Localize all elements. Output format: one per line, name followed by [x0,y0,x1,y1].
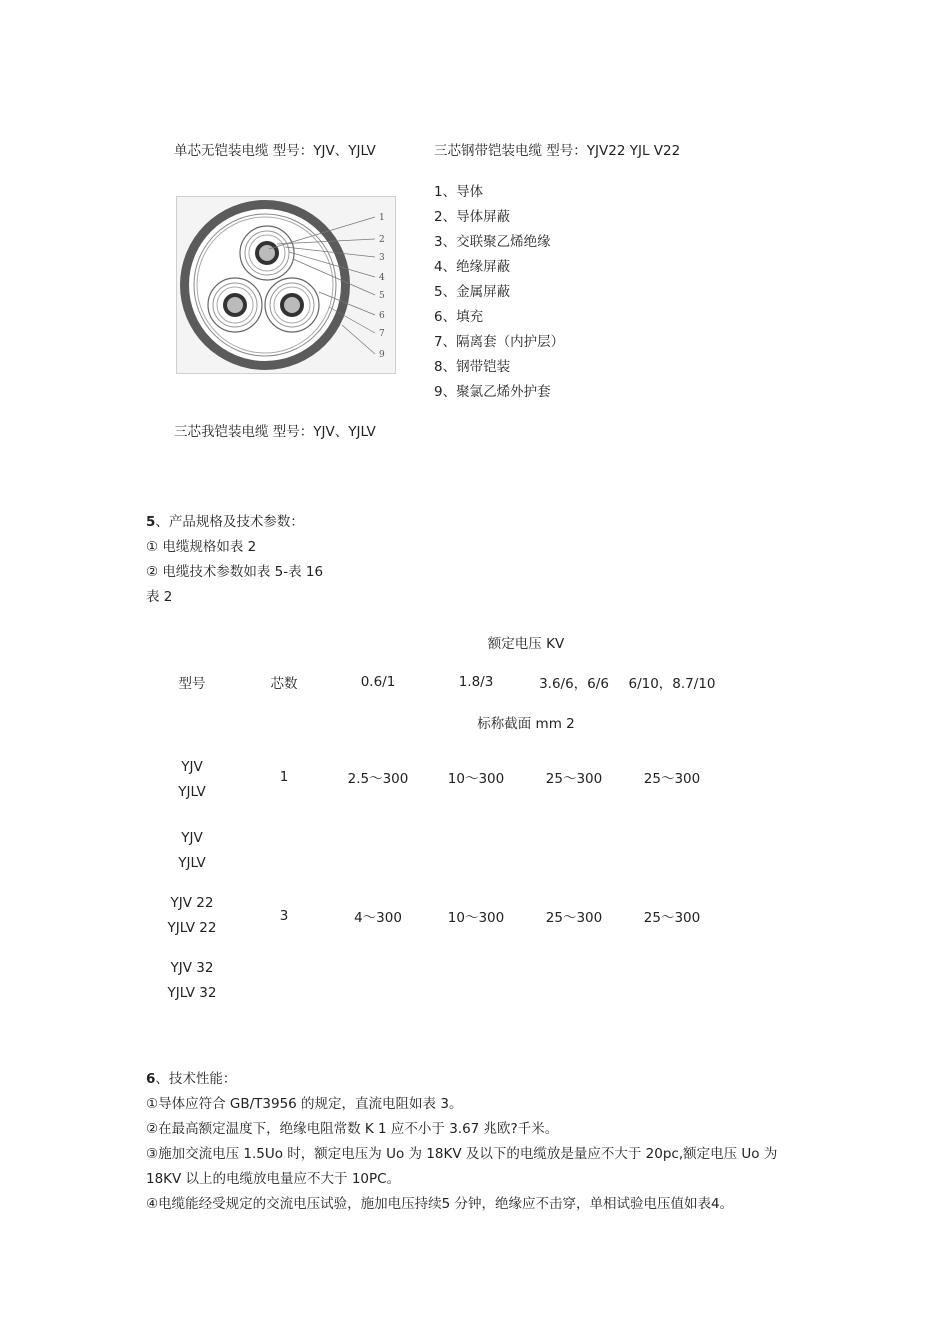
legend-item: 2、导体屏蔽 [434,209,511,225]
range-cell: 25～300 [643,910,701,926]
range-cell: 25～300 [545,771,603,787]
range-cell: 4～300 [354,910,402,926]
range-cell: 10～300 [447,910,505,926]
callout-3: 3 [379,253,385,263]
cores-cell: 3 [279,908,289,924]
callout-2: 2 [379,235,385,245]
range-cell: 10～300 [447,771,505,787]
range-cell: 2.5～300 [347,771,409,787]
range-cell: 25～300 [545,910,603,926]
model-cell: YJV YJLV [178,759,206,800]
three-core-steel-caption: 三芯钢带铠装电缆 型号：YJV22 YJL V22 [434,143,681,159]
callout-5: 5 [379,291,385,301]
legend-item: 9、聚氯乙烯外护套 [434,384,551,400]
table-2 [146,628,722,1014]
cable-cross-section-drawing [177,197,395,373]
legend-item: 1、导体 [434,184,484,200]
core-bottom-right [265,278,319,332]
cable-cross-section-figure [176,196,396,374]
legend-item: 8、钢带铠装 [434,359,511,375]
legend-item: 5、金属屏蔽 [434,284,511,300]
range-cell: 25～300 [643,771,701,787]
section-6-number: 6 [146,1071,156,1087]
model-cell: YJV YJLV YJV 22 YJLV 22 YJV 32 YJLV 32 [167,830,217,1001]
section-6-line: ③施加交流电压 1.5Uo 时，额定电压为 Uo 为 18KV 及以下的电缆放是量应不大于 20pc,额定电压 Uo 为 [146,1146,778,1162]
section-6-heading [146,1067,236,1087]
section-5-item-2: ② 电缆技术参数如表 5-表 16 [146,564,324,580]
three-core-unarmored-caption: 三芯我铠装电缆 型号：YJV、YJLV [174,424,376,440]
table-2-label: 表 2 [146,589,173,605]
col-header-voltage: 6/10，8.7/10 [628,676,716,692]
col-header-voltage: 3.6/6，6/6 [539,676,609,692]
legend-item: 3、交联聚乙烯绝缘 [434,234,551,250]
section-6-title: 、技术性能： [155,1071,237,1087]
voltage-header: 额定电压 KV [487,636,565,652]
callout-1: 1 [379,213,385,223]
section-6-line: ④电缆能经受规定的交流电压试验，施加电压持续5 分钟，绝缘应不击穿，单相试验电压值如表4。 [146,1196,734,1212]
section-5-heading [146,510,304,530]
callout-6: 6 [379,311,385,321]
table-row [146,736,722,818]
section-5-title: 、产品规格及技术参数： [155,514,304,530]
section-6-line: ②在最高额定温度下，绝缘电阻常数 K 1 应不小于 3.67 兆欧?千米。 [146,1121,559,1137]
section-6-line: 18KV 以上的电缆放电量应不大于 10PC。 [146,1171,401,1187]
section-5-item-1: ① 电缆规格如表 2 [146,539,257,555]
table-row [146,818,722,1014]
col-header-voltage: 0.6/1 [360,674,396,690]
section-5-number: 5 [146,514,156,530]
legend-item: 6、填充 [434,309,484,325]
single-core-caption: 单芯无铠装电缆 型号：YJV、YJLV [174,143,376,159]
cores-cell: 1 [279,769,289,785]
core-top [240,226,294,280]
section-header: 标称截面 mm 2 [477,716,575,732]
col-header-model: 型号 [178,676,206,692]
section-6-line: ①导体应符合 GB/T3956 的规定，直流电阻如表 3。 [146,1096,463,1112]
col-header-cores: 芯数 [270,676,298,692]
legend-item: 4、绝缘屏蔽 [434,259,511,275]
core-bottom-left [208,278,262,332]
callout-9: 9 [379,350,385,360]
col-header-voltage: 1.8/3 [458,674,494,690]
callout-4: 4 [379,273,385,283]
callout-7: 7 [379,329,385,339]
legend-item: 7、隔离套（内护层） [434,334,565,350]
